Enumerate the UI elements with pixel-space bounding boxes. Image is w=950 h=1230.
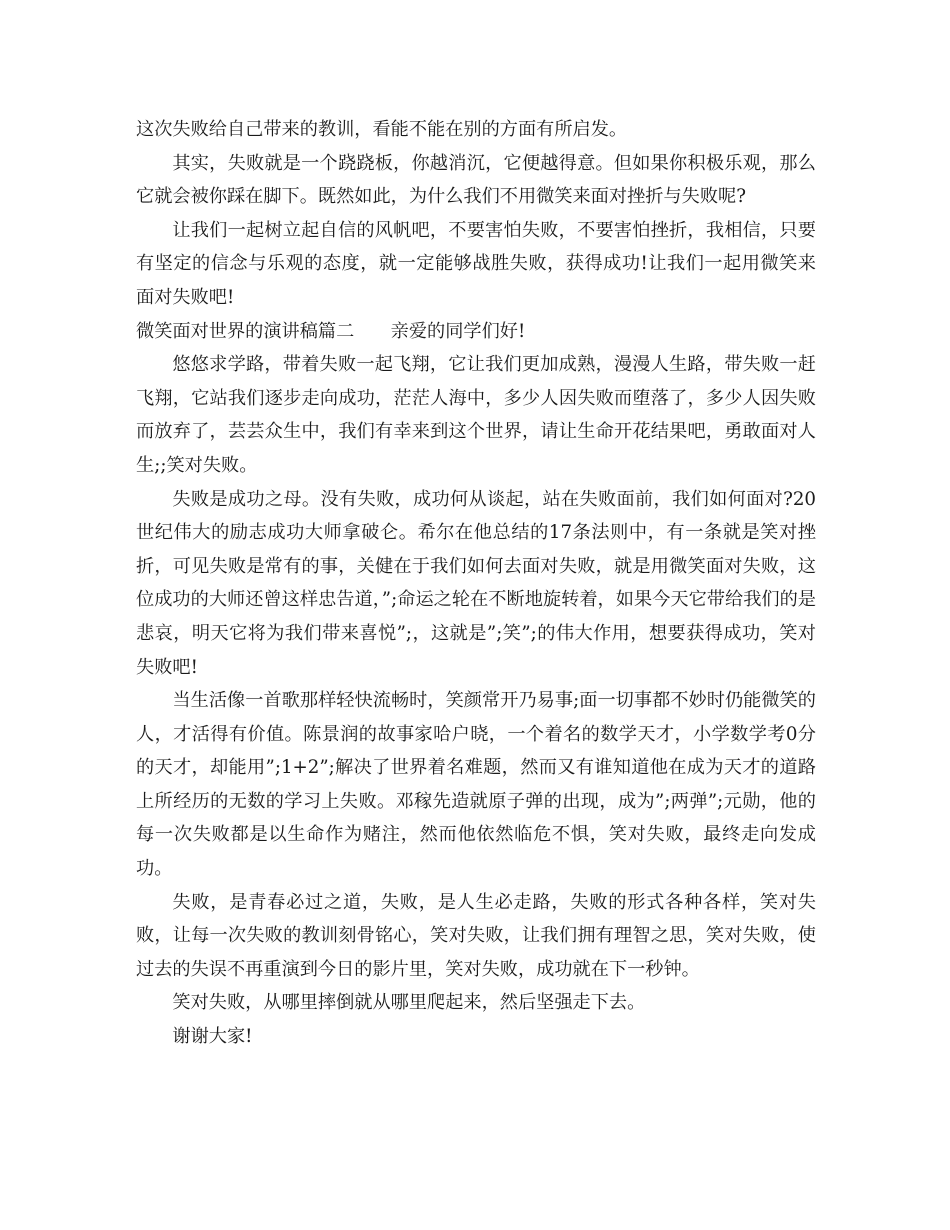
closing-line: 谢谢大家! [172,1026,253,1048]
paragraph: 笑对失败，从哪里摔倒就从哪里爬起来，然后坚强走下去。 [172,992,646,1014]
section-heading: 微笑面对世界的演讲稿篇二 亲爱的同学们好! [136,320,526,342]
paragraph: 悠悠求学路，带着失败一起飞翔，它让我们更加成熟，漫漫人生路，带失败一赶飞翔，它站我们逐步走向成功，茫茫人海中，多少人因失败而堕落了，多少人因失败而放弃了，芸芸众生中，我们有幸来到这个世界，请让生命开花结果吧，勇敢面对人生;;笑对失败。 [136,354,816,476]
paragraph: 其实，失败就是一个跷跷板，你越消沉，它便越得意。但如果你积极乐观，那么它就会被你踩在脚下。既然如此，为什么我们不用微笑来面对挫折与失败呢? [136,152,816,208]
document-body [136,113,816,1054]
paragraph: 失败是成功之母。没有失败，成功何从谈起，站在失败面前，我们如何面对?20世纪伟大的励志成功大师拿破仑。希尔在他总结的17条法则中，有一条就是笑对挫折，可见失败是常有的事，关健在于我们如何去面对失败，就是用微笑面对失败，这位成功的大师还曾这样忠告道，”;命运之轮在不断地旋转着，如果今天它带给我们的是悲哀，明天它将为我们带来喜悦”;，这就是”;笑”;的伟大作用，想要获得成功，笑对失败吧! [136,488,816,678]
paragraph: 让我们一起树立起自信的风帆吧，不要害怕失败，不要害怕挫折，我相信，只要有坚定的信念与乐观的态度，就一定能够战胜失败，获得成功!让我们一起用微笑来面对失败吧! [136,219,816,308]
paragraph-continuation: 这次失败给自己带来的教训，看能不能在别的方面有所启发。 [136,119,628,140]
paragraph: 失败，是青春必过之道，失败，是人生必走路，失败的形式各种各样，笑对失败，让每一次失败的教训刻骨铭心，笑对失败，让我们拥有理智之思，笑对失败，使过去的失误不再重演到今日的影片里，笑对失败，成功就在下一秒钟。 [136,891,816,980]
paragraph: 当生活像一首歌那样轻快流畅时，笑颜常开乃易事;面一切事都不妙时仍能微笑的人，才活得有价值。陈景润的故事家哈户晓，一个着名的数学天才，小学数学考0分的天才，却能用”;1+2”;解决了世界着名难题，然而又有谁知道他在成为天才的道路上所经历的无数的学习上失败。邓稼先造就原子弹的出现，成为”;两弹”;元勋，他的每一次失败都是以生命作为赌注，然而他依然临危不惧，笑对失败，最终走向发成功。 [136,690,816,880]
